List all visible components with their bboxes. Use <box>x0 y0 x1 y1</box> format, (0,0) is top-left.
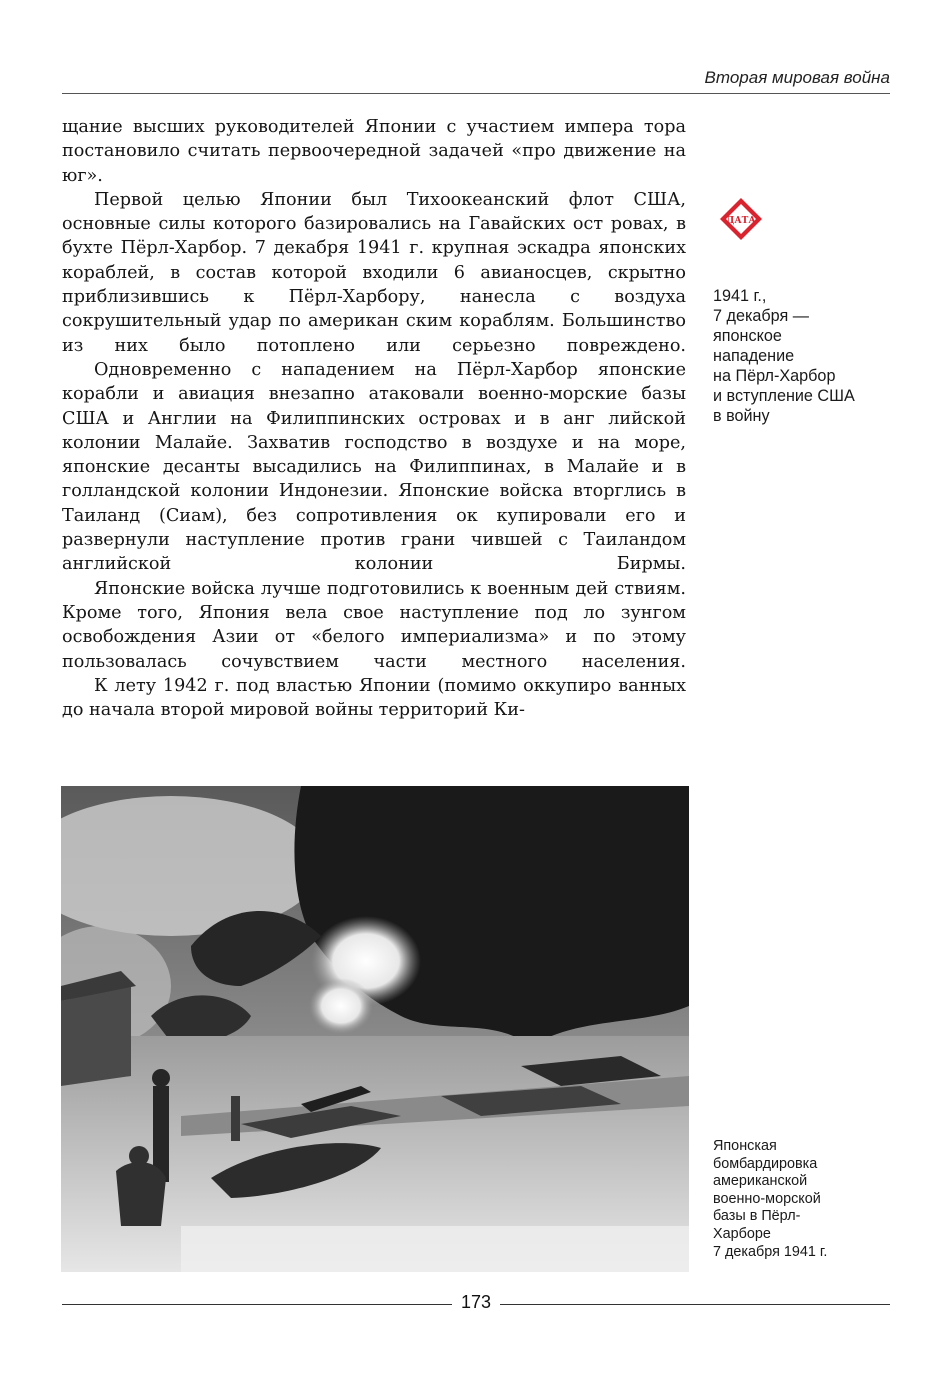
paragraph-5: К лету 1942 г. под властью Японии (помимо оккупиро ванных до начала второй мировой войны территорий Ки- <box>62 675 686 721</box>
section-title: Вторая мировая война <box>704 68 890 87</box>
photo-caption: Японская бомбардировка американской военно-морской базы в Пёрл- Харборе 7 декабря 1941 г. <box>713 1138 828 1260</box>
paragraph-3: Одновременно с нападением на Пёрл-Харбор японские корабли и авиация внезапно атаковали военно-морские базы США и Англии на Филиппинских островах и в анг лийской колонии Малайе. Захватив господство в воздухе и на море, японские десанты высадились на Филиппинах, в Малайе и в голландской колонии Индонезии. Японские войска вторглись в Таиланд (Сиам), без сопротивления ок купировали его и развернули наступление против грани чившей с Таиландом английской колонии Бирмы. <box>62 359 687 575</box>
header-divider <box>62 93 890 94</box>
date-badge-label: ДАТА <box>726 216 756 226</box>
main-text-column <box>62 115 686 722</box>
paragraph-4: Японские войска лучше подготовились к военным дей ствиям. Кроме того, Япония вела свое наступление под ло зунгом освобождения Азии от «белого империализма» и по этому пользовалась сочувствием части местного населения. <box>62 578 687 672</box>
footer-divider-right <box>500 1304 890 1305</box>
pearl-harbor-photo <box>61 786 689 1272</box>
footer-divider-left <box>62 1304 452 1305</box>
date-note: 1941 г., 7 декабря — японское нападение на Пёрл-Харбор и вступление США в войну <box>713 287 855 425</box>
paragraph-1: щание высших руководителей Японии с участием импера тора постановило считать первоочередной задачей «про движение на юг». <box>62 117 687 186</box>
page-number: 173 <box>460 1292 492 1312</box>
date-badge-icon <box>718 196 764 242</box>
paragraph-2: Первой целью Японии был Тихоокеанский флот США, основные силы которого базировались на Гавайских ост ровах, в бухте Пёрл-Харбор. 7 декабря 1941 г. крупная эскадра японских кораблей, в состав которой входили 6 авианосцев, скрытно приблизившись к Пёрл-Харбору, нанесла с воздуха сокрушительный удар по американ ским кораблям. Большинство из них было потоплено или серьезно повреждено. <box>62 189 687 356</box>
